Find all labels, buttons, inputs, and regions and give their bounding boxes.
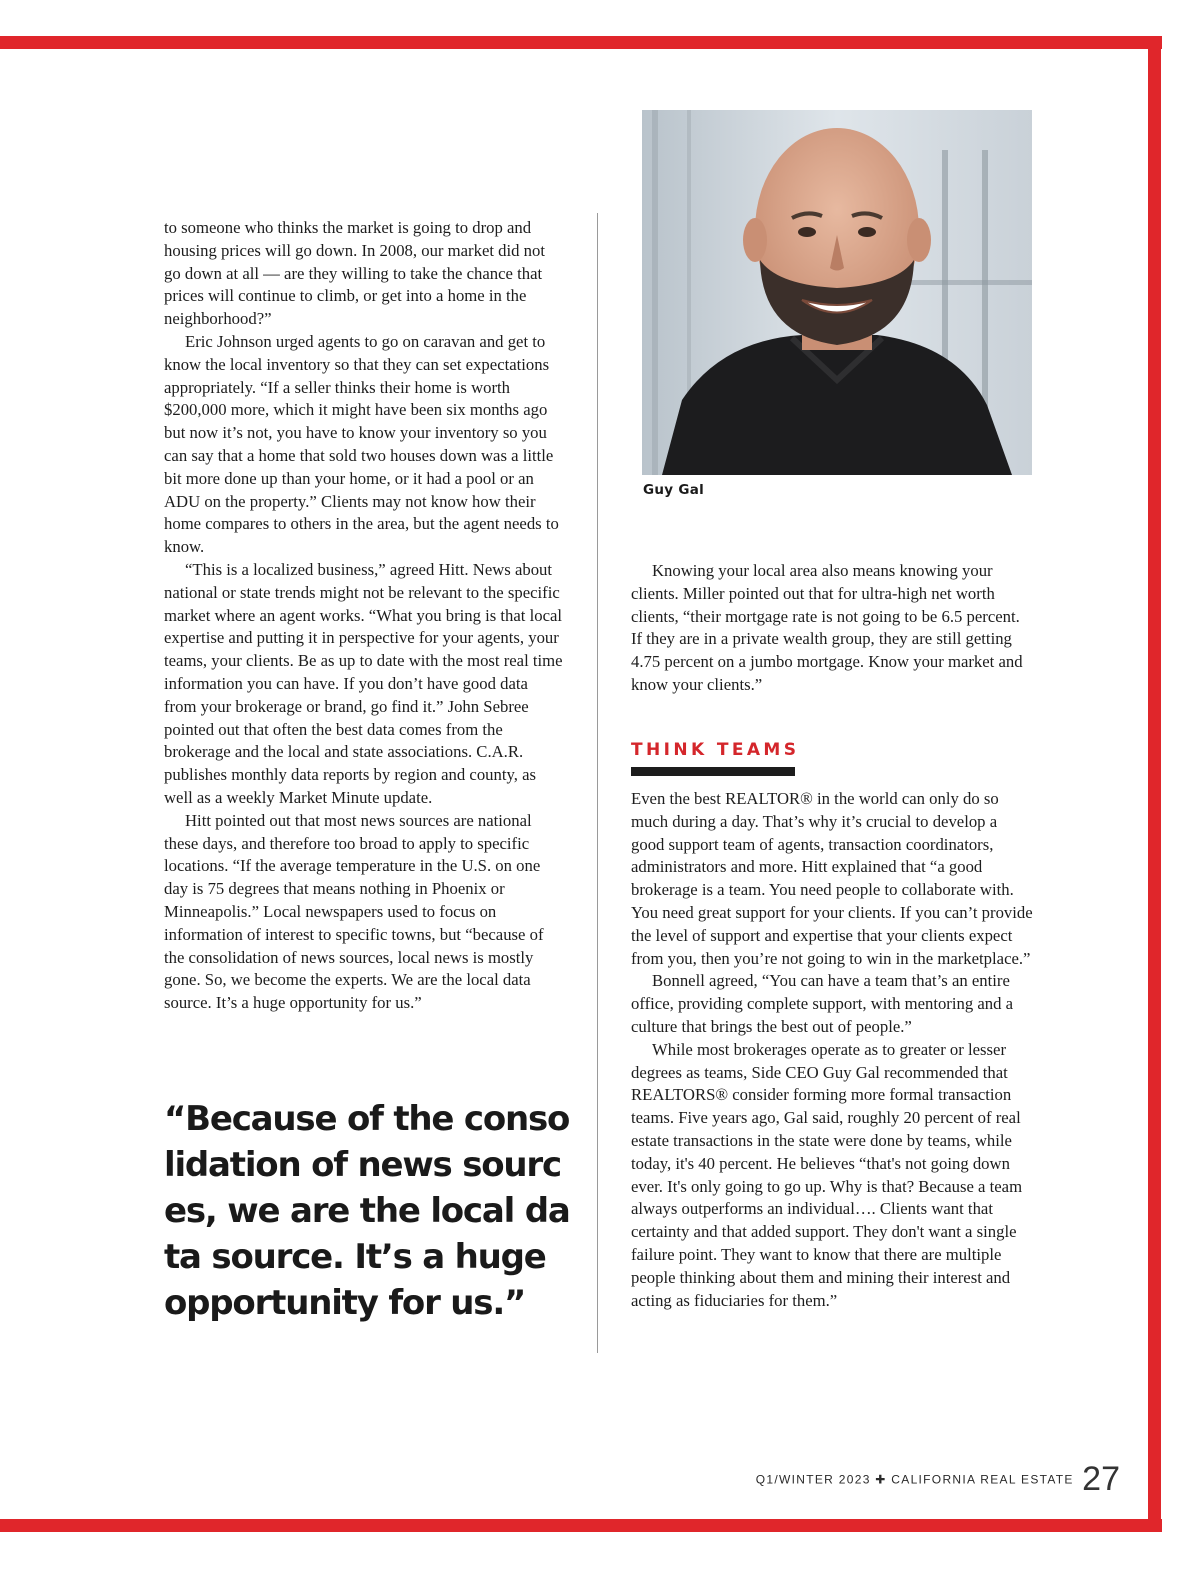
photo-caption: Guy Gal <box>643 482 705 498</box>
red-border-top <box>0 36 1162 49</box>
page-number: 27 <box>1082 1460 1120 1498</box>
right-paragraph-1: Even the best REALTOR® in the world can only do so much during a day. That’s why it’s crucial to develop a good support team of agents, transaction coordinators, administrators and more. Hitt explained that “a good brokerage is a team. You need people to collaborate with. You need great support for your clients. If you can’t provide the level of support and expertise that your clients expect from you, then you’re not going to win in the marketplace.” <box>631 789 1033 968</box>
footer-issue: Q1/WINTER 2023 ✚ CALIFORNIA REAL ESTATE <box>755 1472 1074 1487</box>
heading-underline <box>631 767 795 776</box>
portrait-illustration <box>642 110 1032 475</box>
red-border-bottom <box>0 1519 1162 1532</box>
left-paragraph-3: “This is a localized business,” agreed Hitt. News about national or state trends might not be relevant to the specific market where an agent works. “What you bring is that local expertise and putting it in perspective for your agents, your teams, your clients. Be as up to date with the most real time information you can have. If you don’t have good data from your brokerage or brand, go find it.” John Sebree pointed out that often the best data comes from the brokerage and the local and state associations. C.A.R. publishes monthly data reports by region and county, as well as a weekly Market Minute update. <box>164 559 563 807</box>
left-paragraph-1: to someone who thinks the market is going to drop and housing prices will go down. In 2008, our market did not go down at all — are they willing to take the chance that prices will continue to climb, or get into a home in the neighborhood?” <box>164 218 545 329</box>
right-paragraph-3: While most brokerages operate as to greater or lesser degrees as teams, Side CEO Guy Gal recommended that REALTORS® consider forming more formal transaction teams. Five years ago, Gal said, roughly 20 percent of real estate transactions in the state were done by teams, while today, it's 40 percent. He believes “that's not going down ever. It's only going to go up. Why is that? Because a team always outperforms an individual…. Clients want that certainty and that added support. They don't want a single failure point. They want to know that there are multiple people thinking about them and mining their interest and acting as fiduciaries for them.” <box>631 1039 1023 1310</box>
section-heading: THINK TEAMS <box>631 740 800 760</box>
left-column <box>164 217 564 1015</box>
red-border-right <box>1148 36 1161 1532</box>
right-column-intro <box>631 560 1033 697</box>
right-intro-paragraph: Knowing your local area also means knowing your clients. Miller pointed out that for ultra-high net worth clients, “their mortgage rate is not going to be 6.5 percent. If they are in a private wealth group, they are still getting 4.75 percent on a jumbo mortgage. Know your market and know your clients.” <box>631 561 1023 694</box>
pull-quote: “Because of the consolidation of news sources, we are the local data source. It’s a huge opportunity for us.” <box>164 1099 570 1323</box>
page-footer <box>730 1460 1120 1496</box>
guy-gal-portrait <box>642 110 1032 475</box>
right-column-body <box>631 788 1033 1312</box>
right-paragraph-2: Bonnell agreed, “You can have a team that’s an entire office, providing complete support, with mentoring and a culture that brings the best out of people.” <box>631 971 1014 1036</box>
left-paragraph-2: Eric Johnson urged agents to go on caravan and get to know the local inventory so that they can set expectations appropriately. “If a seller thinks their home is worth $200,000 more, which it might have been six months ago but now it’s not, you have to know your inventory so you can say that a home that sold two houses down was a little bit more done up than your home, or it had a pool or an ADU on the property.” Clients may not know how their home compares to others in the area, but the agent needs to know. <box>164 331 559 557</box>
left-paragraph-4: Hitt pointed out that most news sources are national these days, and therefore too broad to apply to specific locations. “If the average temperature in the U.S. on one day is 75 degrees that means nothing in Phoenix or Minneapolis.” Local newspapers used to focus on information of interest to specific towns, but “because of the consolidation of news sources, local news is mostly gone. So, we become the experts. We are the local data source. It’s a huge opportunity for us.” <box>164 810 544 1013</box>
column-divider <box>597 213 598 1353</box>
